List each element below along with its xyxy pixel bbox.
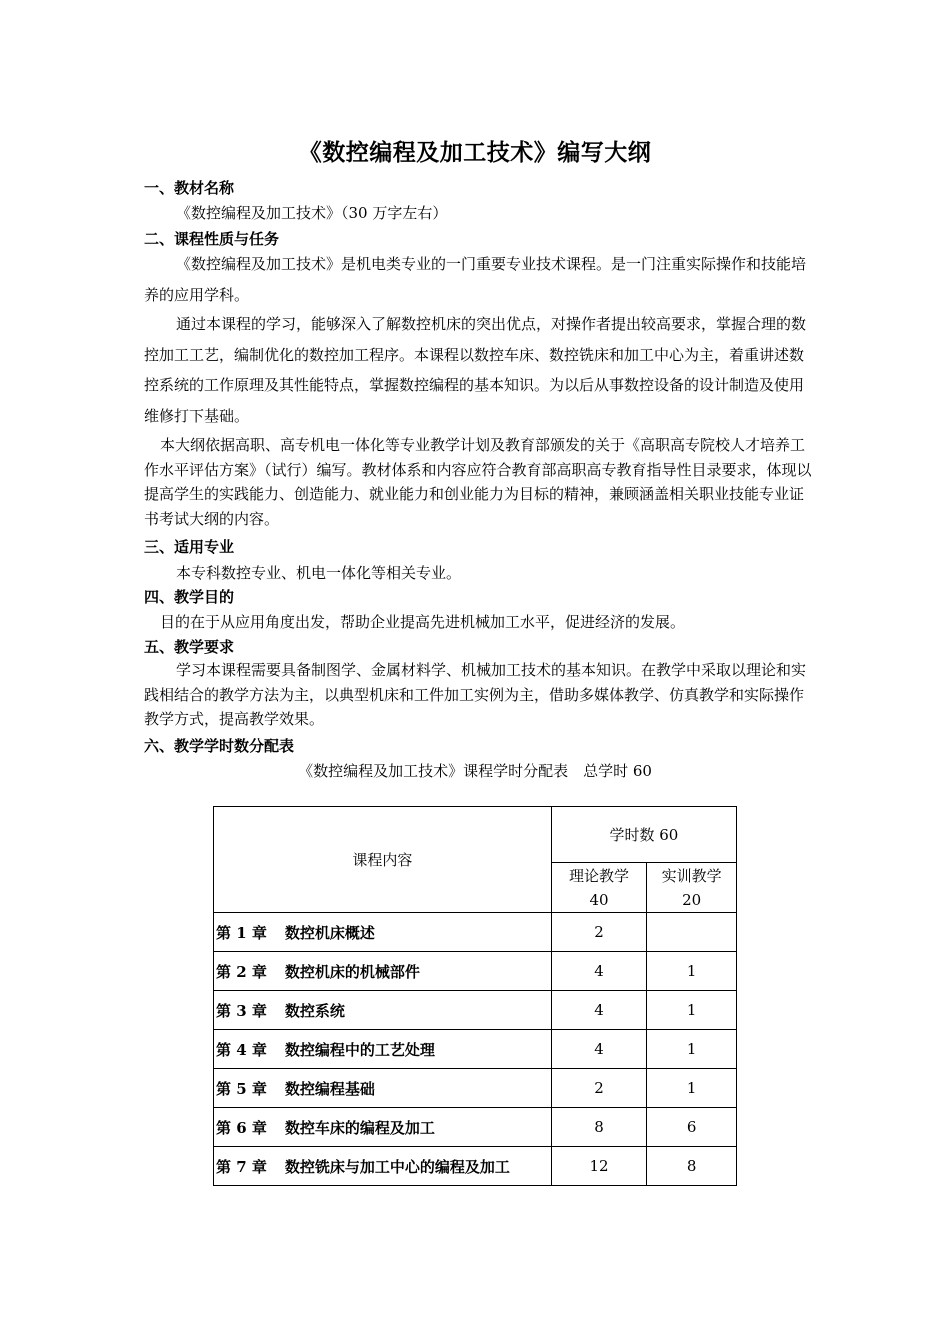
practice-hours: 8 <box>647 1147 737 1186</box>
practice-hours: 1 <box>647 991 737 1030</box>
section-2-paragraph-2: 通过本课程的学习，能够深入了解数控机床的突出优点，对操作者提出较高要求，掌握合理的数控加工工艺，编制优化的数控加工程序。本课程以数控车床、数控铣床和加工中心为主，着重讲述数控系统的工作原理及其性能特点，掌握数控编程的基本知识。为以后从事数控设备的设计制造及使用维修打下基础。 <box>144 315 807 425</box>
theory-hours: 4 <box>551 952 647 991</box>
section-1-text: 《数控编程及加工技术》（30 万字左右） <box>176 204 448 222</box>
theory-hours: 4 <box>551 1030 647 1069</box>
chapter-number: 第 5 章 <box>216 1079 267 1098</box>
section-2-heading: 二、课程性质与任务 <box>144 230 280 248</box>
table-row <box>214 1108 737 1147</box>
theory-hours: 12 <box>551 1147 647 1186</box>
header-practice-label: 实训教学 <box>661 866 722 885</box>
header-theory-label: 理论教学 <box>569 866 630 885</box>
table-row <box>214 952 737 991</box>
table-row <box>214 1147 737 1186</box>
chapter-name: 数控编程基础 <box>284 1079 375 1098</box>
chapter-number: 第 7 章 <box>216 1157 267 1176</box>
header-theory <box>551 863 647 913</box>
section-2-paragraph-3: 本大纲依据高职、高专机电一体化等专业教学计划及教育部颁发的关于《高职高专院校人才培养工作水平评估方案》（试行）编写。教材体系和内容应符合教育部高职高专教育指导性目录要求，体现以提高学生的实践能力、创造能力、就业能力和创业能力为目标的精神，兼顾涵盖相关职业技能专业证书考试大纲的内容。 <box>144 436 812 528</box>
chapter-name: 数控系统 <box>284 1001 345 1020</box>
theory-hours: 2 <box>551 913 647 952</box>
practice-hours <box>647 913 737 952</box>
chapter-cell <box>214 1030 552 1069</box>
practice-hours: 1 <box>647 952 737 991</box>
chapter-name: 数控铣床与加工中心的编程及加工 <box>284 1157 510 1176</box>
header-theory-total: 40 <box>589 890 609 909</box>
chapter-name: 数控编程中的工艺处理 <box>284 1040 435 1059</box>
section-2-paragraph-1: 《数控编程及加工技术》是机电类专业的一门重要专业技术课程。是一门注重实际操作和技能培养的应用学科。 <box>144 255 807 304</box>
header-practice-total: 20 <box>682 890 702 909</box>
header-course-content: 课程内容 <box>214 807 552 913</box>
section-3-heading: 三、适用专业 <box>144 538 235 556</box>
header-total-hours: 学时数 60 <box>551 807 736 863</box>
theory-hours: 8 <box>551 1108 647 1147</box>
chapter-number: 第 6 章 <box>216 1118 267 1137</box>
table-caption: 《数控编程及加工技术》课程学时分配表 总学时 60 <box>298 762 652 780</box>
chapter-cell <box>214 1108 552 1147</box>
section-6-heading: 六、教学学时数分配表 <box>144 737 295 755</box>
chapter-cell <box>214 1069 552 1108</box>
chapter-name: 数控车床的编程及加工 <box>284 1118 435 1137</box>
chapter-name: 数控机床的机械部件 <box>284 962 420 981</box>
practice-hours: 1 <box>647 1030 737 1069</box>
section-1-heading: 一、教材名称 <box>144 179 235 197</box>
chapter-cell <box>214 991 552 1030</box>
document-title: 《数控编程及加工技术》编写大纲 <box>298 139 652 166</box>
chapter-number: 第 1 章 <box>216 923 267 942</box>
section-4-heading: 四、教学目的 <box>144 588 235 606</box>
section-3-text: 本专科数控专业、机电一体化等相关专业。 <box>176 564 462 582</box>
chapter-number: 第 4 章 <box>216 1040 267 1059</box>
section-5-text: 学习本课程需要具备制图学、金属材料学、机械加工技术的基本知识。在教学中采取以理论和实践相结合的教学方法为主，以典型机床和工件加工实例为主，借助多媒体教学、仿真教学和实际操作教学方式，提高教学效果。 <box>144 661 807 728</box>
chapter-number: 第 2 章 <box>216 962 267 981</box>
table-row <box>214 1030 737 1069</box>
theory-hours: 2 <box>551 1069 647 1108</box>
section-4-text: 目的在于从应用角度出发，帮助企业提高先进机械加工水平，促进经济的发展。 <box>160 613 686 631</box>
practice-hours: 6 <box>647 1108 737 1147</box>
table-row <box>214 1069 737 1108</box>
chapter-cell <box>214 1147 552 1186</box>
chapter-name: 数控机床概述 <box>284 923 375 942</box>
hours-table <box>213 806 737 1186</box>
practice-hours: 1 <box>647 1069 737 1108</box>
theory-hours: 4 <box>551 991 647 1030</box>
table-row <box>214 991 737 1030</box>
header-practice <box>647 863 737 913</box>
chapter-cell <box>214 952 552 991</box>
chapter-cell <box>214 913 552 952</box>
table-row <box>214 913 737 952</box>
chapter-number: 第 3 章 <box>216 1001 267 1020</box>
section-5-heading: 五、教学要求 <box>144 638 235 656</box>
